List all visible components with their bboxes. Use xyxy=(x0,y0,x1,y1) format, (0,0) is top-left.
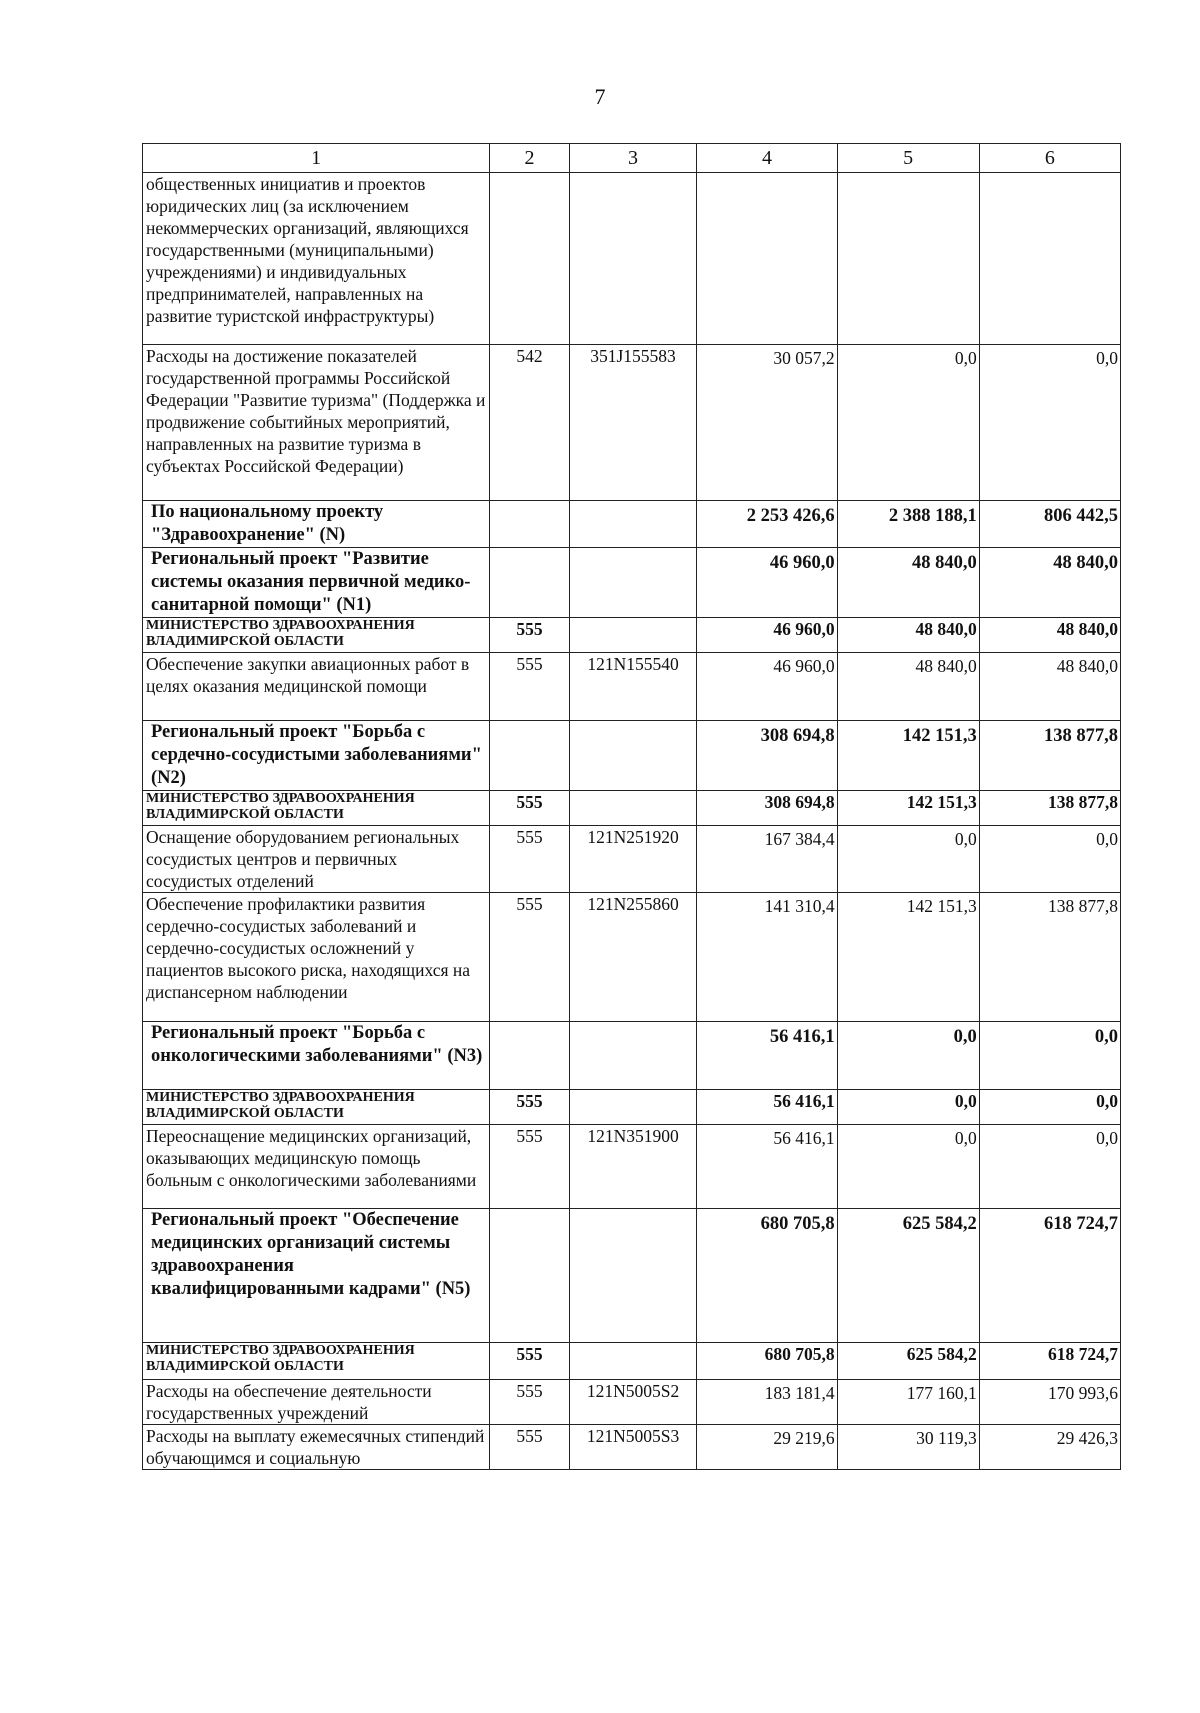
amount-cell: 29 426,3 xyxy=(979,1425,1120,1470)
column-number-header: 6 xyxy=(979,144,1120,173)
amount-cell: 30 057,2 xyxy=(697,345,837,501)
code-cell: 555 xyxy=(490,791,569,826)
classifier-cell: 121N5005S2 xyxy=(569,1380,697,1425)
amount-cell: 177 160,1 xyxy=(837,1380,979,1425)
classifier-cell xyxy=(569,1022,697,1090)
project-total-row xyxy=(143,548,1121,618)
classifier-cell xyxy=(569,1343,697,1380)
amount-cell: 138 877,8 xyxy=(979,893,1120,1022)
classifier-cell: 121N251920 xyxy=(569,826,697,893)
code-cell: 555 xyxy=(490,618,569,653)
amount-cell: 0,0 xyxy=(979,1090,1120,1125)
code-cell xyxy=(490,173,569,345)
project-total-row xyxy=(143,1209,1121,1343)
classifier-cell xyxy=(569,548,697,618)
amount-cell: 806 442,5 xyxy=(979,501,1120,548)
item-name-cell: Региональный проект "Развитие системы оказания первичной медико-санитарной помощи" (N1) xyxy=(143,548,490,618)
item-name-cell: МИНИСТЕРСТВО ЗДРАВООХРАНЕНИЯ ВЛАДИМИРСКОЙ ОБЛАСТИ xyxy=(143,791,490,826)
item-name-cell: Региональный проект "Обеспечение медицинских организаций системы здравоохранения квалифицированными кадрами" (N5) xyxy=(143,1209,490,1343)
table-row xyxy=(143,653,1121,721)
amount-cell: 0,0 xyxy=(837,1125,979,1209)
amount-cell: 56 416,1 xyxy=(697,1022,837,1090)
amount-cell: 0,0 xyxy=(979,826,1120,893)
ministry-row xyxy=(143,791,1121,826)
classifier-cell xyxy=(569,721,697,791)
amount-cell: 308 694,8 xyxy=(697,791,837,826)
amount-cell: 167 384,4 xyxy=(697,826,837,893)
code-cell: 555 xyxy=(490,826,569,893)
classifier-cell xyxy=(569,501,697,548)
item-name-cell: Переоснащение медицинских организаций, оказывающих медицинскую помощь больным с онкологическими заболеваниями xyxy=(143,1125,490,1209)
amount-cell: 0,0 xyxy=(979,1022,1120,1090)
amount-cell: 0,0 xyxy=(837,345,979,501)
item-name-cell: Расходы на достижение показателей государственной программы Российской Федерации "Развитие туризма" (Поддержка и продвижение событийных мероприятий, направленных на развитие туризма в субъектах Российской Федерации) xyxy=(143,345,490,501)
table-row xyxy=(143,1425,1121,1470)
item-name-cell: МИНИСТЕРСТВО ЗДРАВООХРАНЕНИЯ ВЛАДИМИРСКОЙ ОБЛАСТИ xyxy=(143,618,490,653)
amount-cell: 625 584,2 xyxy=(837,1209,979,1343)
column-number-header: 5 xyxy=(837,144,979,173)
ministry-row xyxy=(143,1343,1121,1380)
classifier-cell: 121N155540 xyxy=(569,653,697,721)
amount-cell: 142 151,3 xyxy=(837,893,979,1022)
code-cell xyxy=(490,1209,569,1343)
amount-cell: 48 840,0 xyxy=(979,548,1120,618)
amount-cell: 142 151,3 xyxy=(837,721,979,791)
table-row xyxy=(143,173,1121,345)
code-cell xyxy=(490,548,569,618)
table-row xyxy=(143,826,1121,893)
classifier-cell xyxy=(569,1090,697,1125)
code-cell: 555 xyxy=(490,1090,569,1125)
classifier-cell: 121N5005S3 xyxy=(569,1425,697,1470)
code-cell: 555 xyxy=(490,1380,569,1425)
item-name-cell: общественных инициатив и проектов юридических лиц (за исключением некоммерческих организаций, являющихся государственными (муниципальными) учреждениями) и индивидуальных предпринимателей, направленных на развитие туристской инфраструктуры) xyxy=(143,173,490,345)
column-number-header: 4 xyxy=(697,144,837,173)
amount-cell: 0,0 xyxy=(837,1022,979,1090)
amount-cell: 46 960,0 xyxy=(697,653,837,721)
classifier-cell xyxy=(569,791,697,826)
table-row xyxy=(143,345,1121,501)
amount-cell: 56 416,1 xyxy=(697,1125,837,1209)
amount-cell: 138 877,8 xyxy=(979,791,1120,826)
page-number: 7 xyxy=(594,84,606,109)
amount-cell: 625 584,2 xyxy=(837,1343,979,1380)
table-header-row xyxy=(143,144,1121,173)
classifier-cell xyxy=(569,618,697,653)
code-cell: 555 xyxy=(490,653,569,721)
code-cell xyxy=(490,1022,569,1090)
item-name-cell: По национальному проекту "Здравоохранение" (N) xyxy=(143,501,490,548)
amount-cell: 46 960,0 xyxy=(697,618,837,653)
amount-cell: 618 724,7 xyxy=(979,1343,1120,1380)
amount-cell: 2 388 188,1 xyxy=(837,501,979,548)
column-number-header: 1 xyxy=(143,144,490,173)
table-row xyxy=(143,1125,1121,1209)
amount-cell: 618 724,7 xyxy=(979,1209,1120,1343)
amount-cell: 170 993,6 xyxy=(979,1380,1120,1425)
classifier-cell xyxy=(569,173,697,345)
code-cell: 542 xyxy=(490,345,569,501)
item-name-cell: МИНИСТЕРСТВО ЗДРАВООХРАНЕНИЯ ВЛАДИМИРСКОЙ ОБЛАСТИ xyxy=(143,1090,490,1125)
code-cell: 555 xyxy=(490,1425,569,1470)
item-name-cell: Региональный проект "Борьба с сердечно-сосудистыми заболеваниями" (N2) xyxy=(143,721,490,791)
item-name-cell: Обеспечение профилактики развития сердечно-сосудистых заболеваний и сердечно-сосудистых осложнений у пациентов высокого риска, находящихся на диспансерном наблюдении xyxy=(143,893,490,1022)
amount-cell: 2 253 426,6 xyxy=(697,501,837,548)
budget-table xyxy=(142,143,1121,1470)
ministry-row xyxy=(143,618,1121,653)
project-total-row xyxy=(143,721,1121,791)
item-name-cell: МИНИСТЕРСТВО ЗДРАВООХРАНЕНИЯ ВЛАДИМИРСКОЙ ОБЛАСТИ xyxy=(143,1343,490,1380)
ministry-row xyxy=(143,1090,1121,1125)
code-cell: 555 xyxy=(490,893,569,1022)
code-cell xyxy=(490,721,569,791)
amount-cell: 30 119,3 xyxy=(837,1425,979,1470)
table-row xyxy=(143,893,1121,1022)
classifier-cell: 351J155583 xyxy=(569,345,697,501)
amount-cell: 138 877,8 xyxy=(979,721,1120,791)
amount-cell: 48 840,0 xyxy=(837,548,979,618)
amount-cell: 183 181,4 xyxy=(697,1380,837,1425)
project-total-row xyxy=(143,501,1121,548)
code-cell xyxy=(490,501,569,548)
amount-cell: 48 840,0 xyxy=(837,653,979,721)
amount-cell: 48 840,0 xyxy=(979,653,1120,721)
amount-cell: 308 694,8 xyxy=(697,721,837,791)
amount-cell xyxy=(837,173,979,345)
project-total-row xyxy=(143,1022,1121,1090)
amount-cell: 46 960,0 xyxy=(697,548,837,618)
amount-cell: 48 840,0 xyxy=(979,618,1120,653)
amount-cell xyxy=(979,173,1120,345)
amount-cell: 680 705,8 xyxy=(697,1209,837,1343)
table-row xyxy=(143,1380,1121,1425)
classifier-cell xyxy=(569,1209,697,1343)
amount-cell: 680 705,8 xyxy=(697,1343,837,1380)
classifier-cell: 121N351900 xyxy=(569,1125,697,1209)
amount-cell: 0,0 xyxy=(837,1090,979,1125)
item-name-cell: Расходы на выплату ежемесячных стипендий обучающимся и социальную xyxy=(143,1425,490,1470)
code-cell: 555 xyxy=(490,1125,569,1209)
amount-cell: 56 416,1 xyxy=(697,1090,837,1125)
amount-cell: 29 219,6 xyxy=(697,1425,837,1470)
amount-cell: 48 840,0 xyxy=(837,618,979,653)
classifier-cell: 121N255860 xyxy=(569,893,697,1022)
amount-cell: 0,0 xyxy=(837,826,979,893)
amount-cell: 142 151,3 xyxy=(837,791,979,826)
column-number-header: 2 xyxy=(490,144,569,173)
code-cell: 555 xyxy=(490,1343,569,1380)
amount-cell: 0,0 xyxy=(979,345,1120,501)
column-number-header: 3 xyxy=(569,144,697,173)
amount-cell: 0,0 xyxy=(979,1125,1120,1209)
amount-cell: 141 310,4 xyxy=(697,893,837,1022)
item-name-cell: Оснащение оборудованием региональных сосудистых центров и первичных сосудистых отделений xyxy=(143,826,490,893)
amount-cell xyxy=(697,173,837,345)
item-name-cell: Региональный проект "Борьба с онкологическими заболеваниями" (N3) xyxy=(143,1022,490,1090)
item-name-cell: Обеспечение закупки авиационных работ в целях оказания медицинской помощи xyxy=(143,653,490,721)
item-name-cell: Расходы на обеспечение деятельности государственных учреждений xyxy=(143,1380,490,1425)
